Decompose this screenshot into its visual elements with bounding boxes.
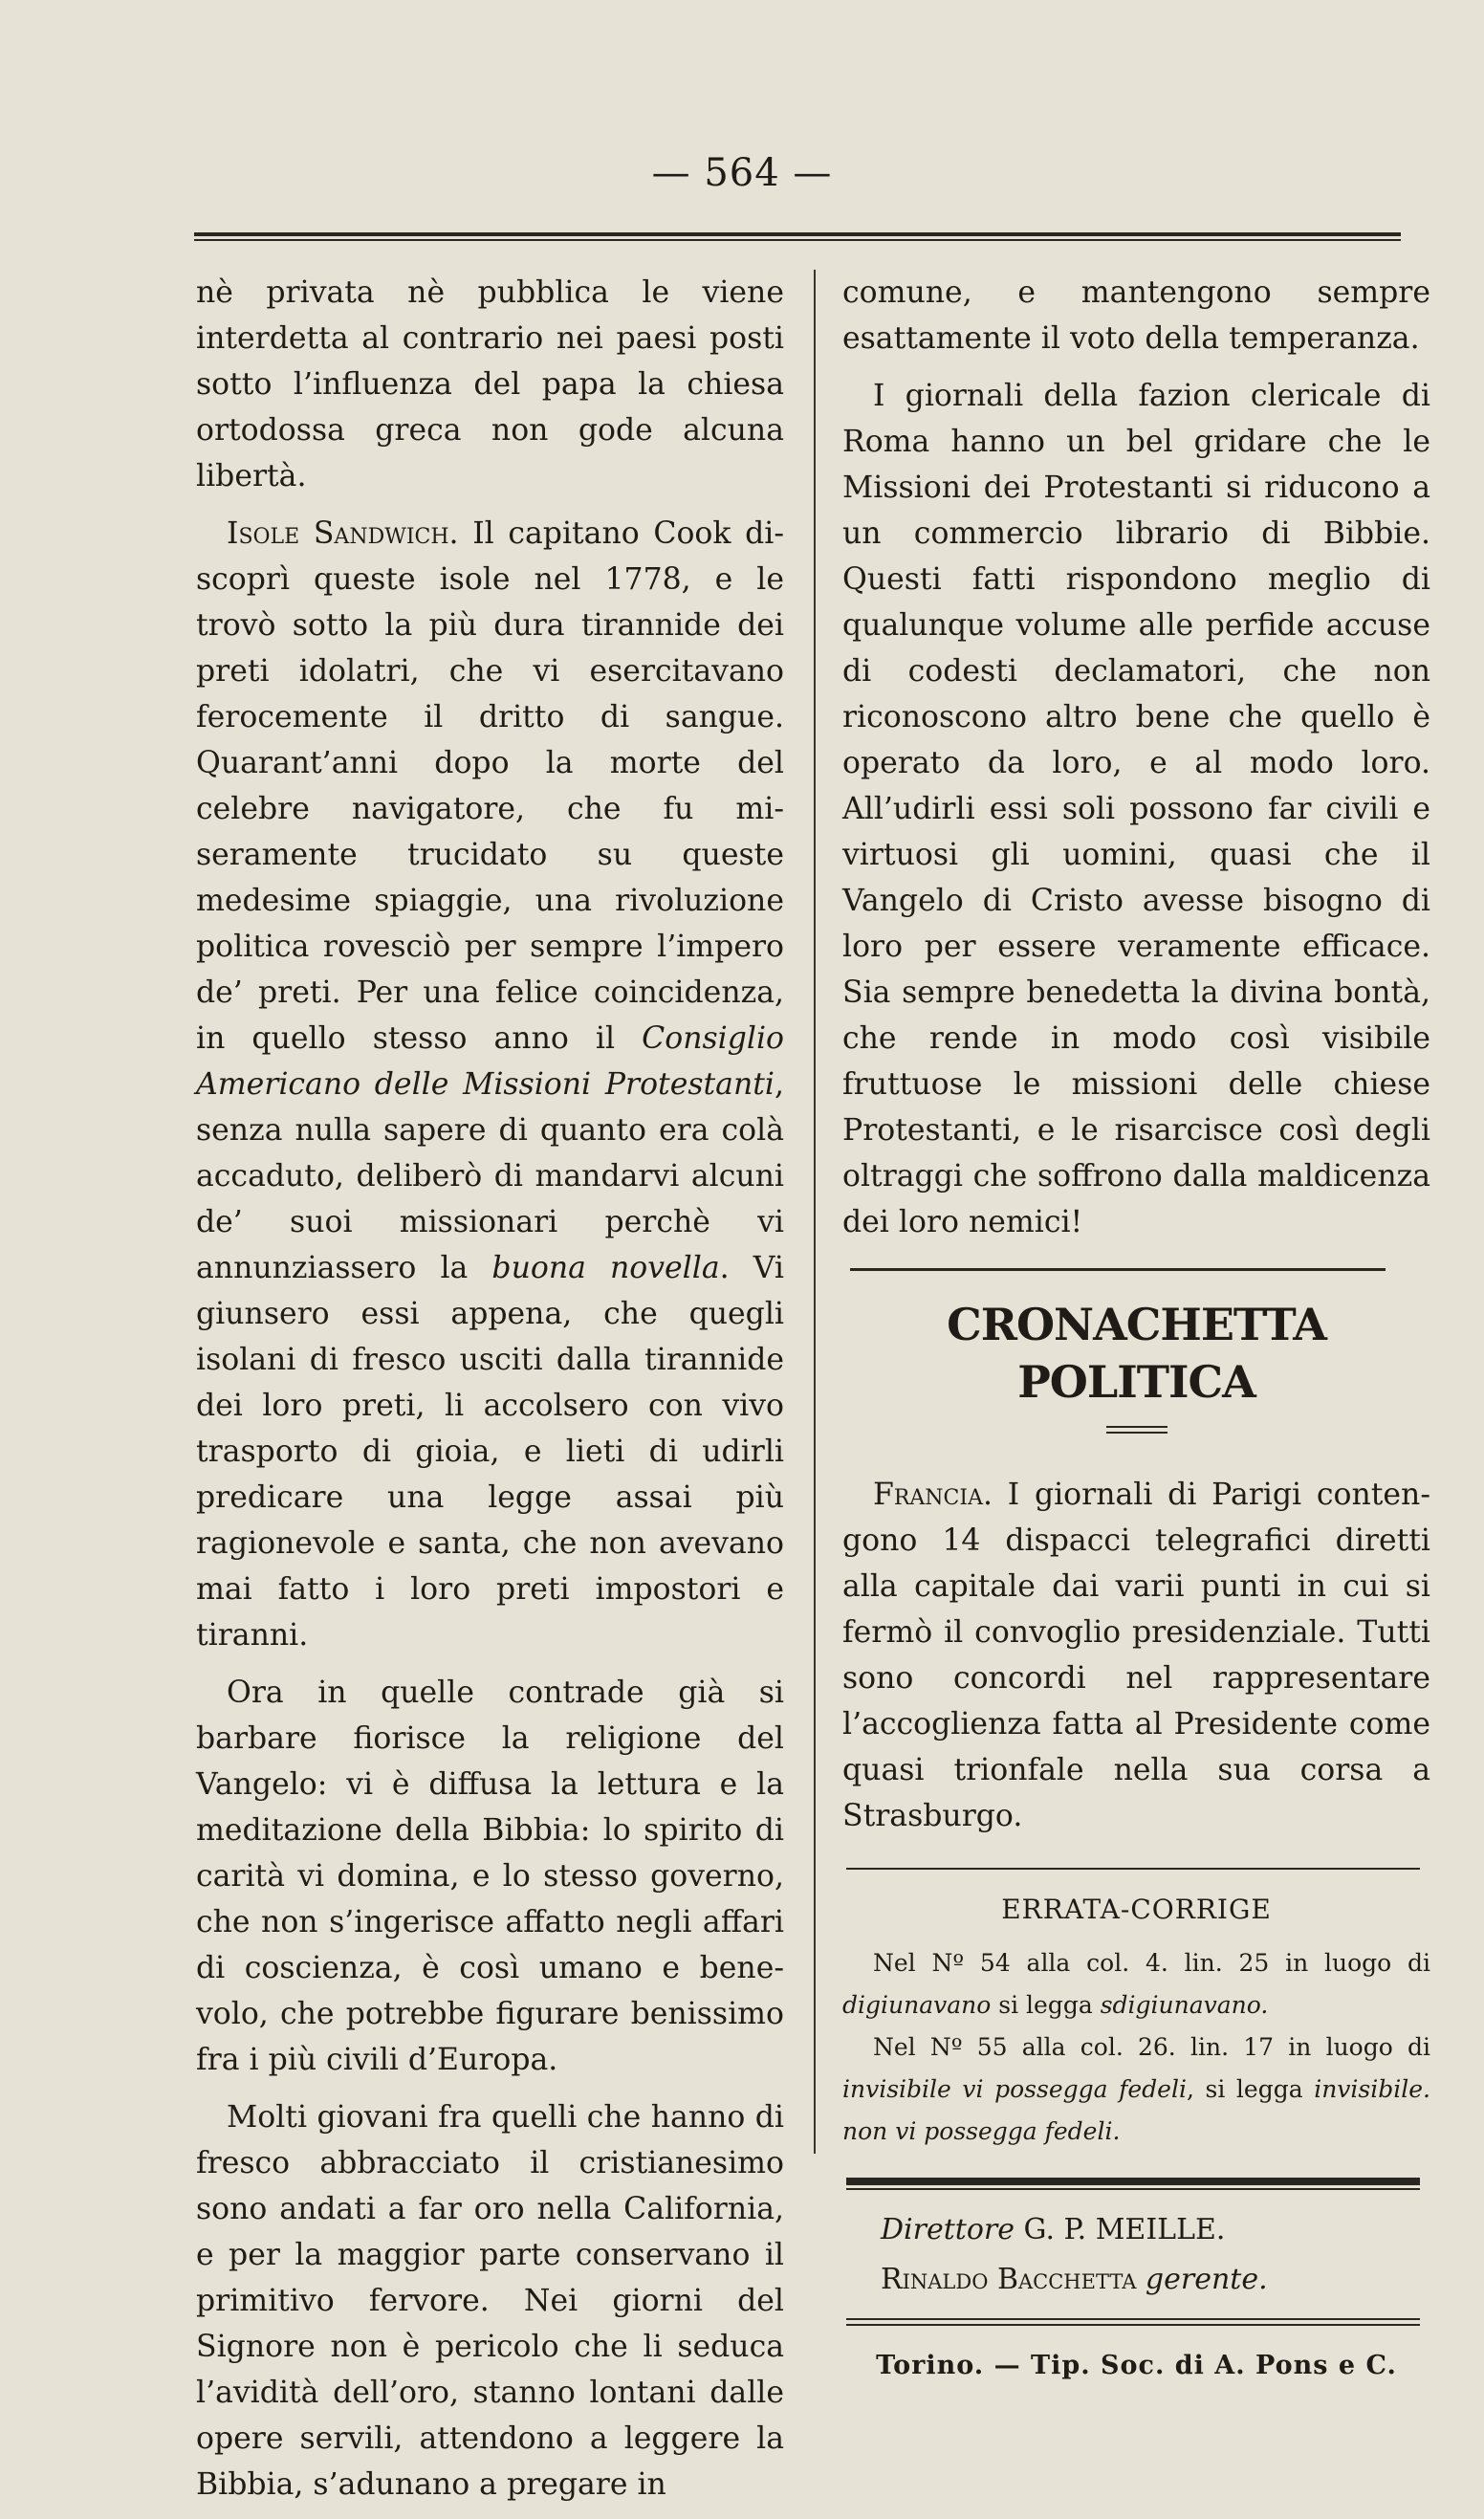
left-column <box>196 270 784 2519</box>
credits <box>842 2205 1430 2305</box>
credits-rule <box>846 2178 1420 2190</box>
errata-text: , si legga <box>1186 2075 1315 2103</box>
paragraph-text: , senza nulla sapere di quanto era colà accaduto, deliberò di mandarvi alcuni de’ suoi missionari perchè vi annunziassero la <box>196 1067 784 1285</box>
errata-text: Nel Nº 54 alla col. 4. lin. 25 in luogo di <box>873 1949 1430 1977</box>
printer-imprint: Torino. — Tip. Soc. di A. Pons e C. <box>876 2351 1397 2380</box>
page-number: — 564 — <box>651 151 833 195</box>
director-label: Direttore <box>881 2213 1015 2246</box>
errata-entry <box>842 1942 1430 2026</box>
director-name: G. P. MEILLE. <box>1015 2213 1226 2246</box>
manager-label: gerente. <box>1136 2263 1268 2296</box>
italic-text: Consiglio Americano delle Missioni Protestanti <box>196 1021 784 1102</box>
paragraph-gospel: Ora in quelle contrade già si barbare fiorisce la religione del Vangelo: vi è diffusa la lettura e la meditazione della Bibbia: lo spirito di carità vi domina, e lo stesso governo, che non s’ingerisce affatto negli affari di coscienza, è così umano e benevolo, che potrebbe figurare benissimo fra i più civili d’Europa. <box>196 1676 784 2077</box>
paragraph-california: Molti giovani fra quelli che hanno di fresco abbracciato il cristianesimo sono andati a far oro nella California, e per la maggior parte conservano il primitivo fervore. Nei giorni del Signore non è pericolo che li seduca l’avidità dell’oro, stanno lontani dalle opere servili, attendono a leggere la Bibbia, s’adunano a pregare in <box>196 2100 784 2502</box>
manager-name: Rinaldo Bacchetta <box>881 2263 1137 2296</box>
paragraph-heading: Francia. <box>873 1478 993 1512</box>
errata-text: si legga <box>998 1991 1093 2019</box>
paragraph-rome: I giornali della fazion clericale di Roma hanno un bel gridare che le Missioni dei Protestanti si riducono a un commercio librario di Bibbie. Questi fatti rispondono meglio di qualunque volume alle perfide accuse di codesti declamatori, che non riconoscono altro bene che quello è operato da loro, e al modo loro. All’udirli essi soli possono far civili e virtuosi gli uomini, quasi che il Vangelo di Cristo avesse bisogno di loro per essere veramente efficace. Sia sempre benedetta la divina bontà, che rende in modo così visibile fruttuose le missioni delle chiese Protestanti, e le risarcisce così degli oltraggi che soffrono dalla maldicenza dei loro nemici! <box>842 379 1430 1239</box>
paragraph-heading: Isole Sandwich. <box>227 516 459 551</box>
printer-rule <box>846 2318 1420 2326</box>
section-title: CRONACHETTA POLITICA <box>947 1299 1326 1408</box>
errata-rule <box>846 1868 1420 1870</box>
paragraph-francia <box>842 1472 1430 1839</box>
header-rule <box>194 232 1401 241</box>
section-rule <box>850 1268 1386 1271</box>
errata-block <box>842 1942 1430 2153</box>
errata-text <box>1093 1991 1101 2019</box>
errata-entry <box>842 2026 1430 2153</box>
title-ornament-rule <box>1106 1426 1168 1434</box>
errata-title: ERRATA-CORRIGE <box>1001 1894 1272 1925</box>
paragraph-text: . Vi giunsero essi appena, che quegli isolani di fresco usciti dalla tirannide dei loro preti, li accolsero con vivo trasporto di gioia, e lieti di udirli predicare una legge assai più ragionevole e santa, che non avevano mai fatto i loro preti impostori e tiranni. <box>196 1251 784 1653</box>
errata-italic: invisibile vi possegga fedeli <box>842 2075 1187 2103</box>
paragraph-text: I giornali di Parigi contengono 14 dispacci telegrafici diretti alla capitale dai varii punti in cui si fermò il convoglio presidenziale. Tutti sono concordi nel rappresentare l’accoglienza fatta al Presidente come quasi trionfale nella sua corsa a Strasburgo. <box>842 1478 1430 1833</box>
right-column <box>842 270 1430 2389</box>
errata-italic: digiunavano <box>842 1991 992 2019</box>
errata-text: Nel Nº 55 alla col. 26. lin. 17 in luogo di <box>873 2033 1430 2061</box>
italic-text: buona novella <box>491 1251 720 1285</box>
paragraph-continuation: nè privata nè pubblica le viene interdetta al contrario nei paesi posti sotto l’influenza del papa la chiesa ortodossa greca non gode alcuna libertà. <box>196 275 784 493</box>
director-line <box>881 2205 1430 2255</box>
errata-italic: invisibile. non vi possegga fedeli. <box>842 2075 1430 2145</box>
paragraph-isole-sandwich <box>196 511 784 1658</box>
manager-line <box>881 2255 1430 2305</box>
paragraph-continuation: comune, e mantengono sempre esattamente il voto della temperanza. <box>842 275 1430 356</box>
paragraph-text: Il capitano Cook discoprì queste isole nel 1778, e le trovò sotto la più dura tirannide dei preti idolatri, che vi esercitavano ferocemente il dritto di sangue. Quarant’anni dopo la morte del celebre navigatore, che fu miseramente trucidato su queste medesime spiaggie, una rivoluzione politica rovesciò per sempre l’impero de’ preti. Per una felice coincidenza, in quello stesso anno il <box>196 516 784 1056</box>
errata-italic: sdigiunavano. <box>1100 1991 1269 2019</box>
column-divider <box>814 270 816 2154</box>
